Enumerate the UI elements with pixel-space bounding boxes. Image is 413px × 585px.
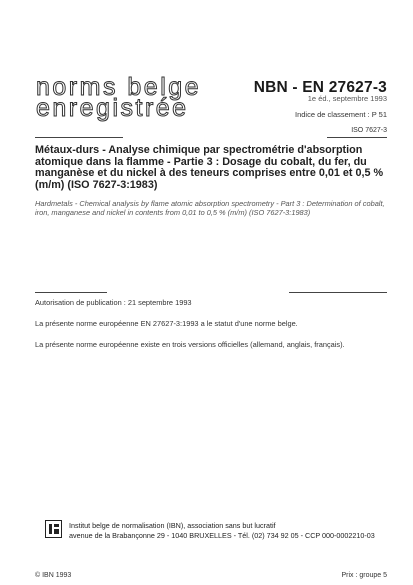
copyright: © IBN 1993 (35, 572, 72, 579)
status-statement: La présente norme européenne EN 27627-3:1993 a le statut d'une norme belge. (35, 319, 298, 328)
footer-address: avenue de la Brabançonne 29 - 1040 BRUXELLES - Tél. (02) 734 92 05 - CCP 000-0002210-03 (69, 531, 375, 540)
iso-reference: ISO 7627-3 (351, 127, 387, 134)
title-english: Hardmetals - Chemical analysis by flame atomic absorption spectrometry - Part 3 : Determination of cobalt, iron, manganese and nickel in contents from 0,01 to 0,5 % (m/m) (ISO 7627-3:1983) (35, 199, 385, 217)
footer-institute: Institut belge de normalisation (IBN), association sans but lucratif (69, 521, 276, 530)
divider-right (327, 137, 387, 138)
brand-wordmark-line2: enregistrée (36, 94, 189, 122)
classification-index: Indice de classement : P 51 (295, 110, 387, 119)
versions-statement: La présente norme européenne existe en trois versions officielles (allemand, anglais, français). (35, 340, 345, 349)
publication-authorization: Autorisation de publication : 21 septembre 1993 (35, 298, 192, 307)
divider-left (35, 137, 123, 138)
ibn-logo-icon (45, 520, 62, 538)
divider-left-2 (35, 292, 107, 293)
divider-right-2 (289, 292, 387, 293)
price-group: Prix : groupe 5 (341, 572, 387, 579)
brand-wordmark-line1: norms belge (36, 73, 202, 101)
standard-number: NBN - EN 27627-3 (253, 79, 387, 96)
title-french: Métaux-durs - Analyse chimique par spectrométrie d'absorption atomique dans la flamme - Partie 3 : Dosage du cobalt, du fer, du manganèse et du nickel à des teneurs comprises entre 0,01 et 0,5 % (m/m) (ISO 7627-3:1983) (35, 144, 384, 191)
standard-date: 1e éd., septembre 1993 (307, 94, 387, 103)
